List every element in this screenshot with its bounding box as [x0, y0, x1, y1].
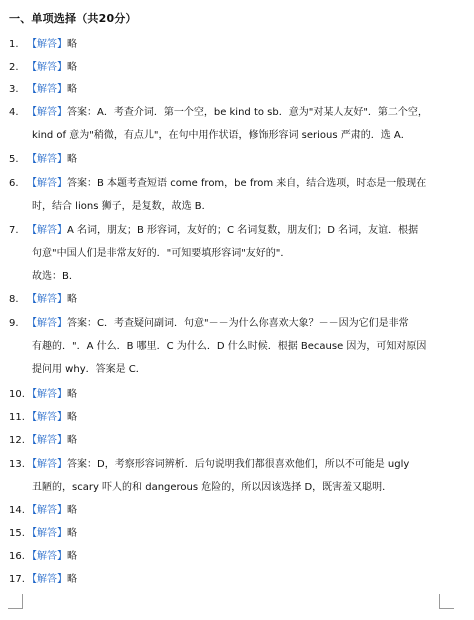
answer-line: 提问用 why．答案是 C． [32, 364, 146, 375]
answer-item-3 [9, 82, 457, 98]
page-corner-mark-left [8, 594, 23, 609]
answer-tag: 【解答】 [27, 225, 67, 236]
answer-item-13 [9, 457, 457, 496]
answer-tag: 【解答】 [27, 84, 67, 95]
answer-item-17 [9, 572, 457, 588]
answer-item-14 [9, 503, 457, 519]
answer-item-11 [9, 410, 457, 426]
answer-text: 略 [67, 574, 77, 585]
answer-text: 略 [67, 435, 77, 446]
item-number: 6. [9, 178, 19, 189]
item-number: 15. [9, 528, 25, 539]
answer-line: 答案：C．考查疑问副词．句意"－－为什么你喜欢大象？－－因为它们是非常 [67, 318, 409, 329]
answer-line: 句意"中国人们是非常友好的．"可知要填形容词"友好的"． [32, 248, 291, 259]
answer-tag: 【解答】 [27, 107, 67, 118]
answer-text: 略 [67, 412, 77, 423]
answer-item-10 [9, 387, 457, 403]
answer-text: 略 [67, 62, 77, 73]
answer-tag: 【解答】 [27, 574, 67, 585]
answer-tag: 【解答】 [27, 412, 67, 423]
answer-line: 答案：D，考察形容词辨析．后句说明我们都很喜欢他们，所以不可能是 ugly [67, 459, 410, 470]
answer-text: 略 [67, 154, 77, 165]
answer-tag: 【解答】 [27, 528, 67, 539]
item-number: 5. [9, 154, 19, 165]
answer-item-16 [9, 549, 457, 565]
answer-tag: 【解答】 [27, 178, 67, 189]
answer-text: 略 [67, 551, 77, 562]
answer-line: A 名词，朋友；B 形容词，友好的；C 名词复数，朋友们；D 名词，友谊．根据 [67, 225, 419, 236]
answer-tag: 【解答】 [27, 505, 67, 516]
answer-item-1 [9, 37, 457, 53]
answer-item-8 [9, 292, 457, 308]
item-number: 1. [9, 39, 19, 50]
answer-tag: 【解答】 [27, 318, 67, 329]
item-number: 14. [9, 505, 25, 516]
item-number: 13. [9, 459, 25, 470]
answer-item-7 [9, 223, 457, 285]
answer-tag: 【解答】 [27, 459, 67, 470]
answer-item-6 [9, 176, 457, 215]
answer-tag: 【解答】 [27, 435, 67, 446]
item-number: 16. [9, 551, 25, 562]
item-number: 7. [9, 225, 19, 236]
answer-item-4 [9, 105, 457, 144]
item-number: 2. [9, 62, 19, 73]
answer-text: 略 [67, 505, 77, 516]
answer-tag: 【解答】 [27, 294, 67, 305]
item-number: 3. [9, 84, 19, 95]
answer-tag: 【解答】 [27, 62, 67, 73]
answer-tag: 【解答】 [27, 551, 67, 562]
item-number: 10. [9, 389, 25, 400]
answer-tag: 【解答】 [27, 389, 67, 400]
answer-line: 故选：B． [32, 271, 79, 282]
answer-item-2 [9, 60, 457, 76]
item-number: 4. [9, 107, 19, 118]
section-title: 一、单项选择（共20分） [9, 12, 137, 25]
answer-line: 有趣的．"．A 什么．B 哪里．C 为什么．D 什么时候．根据 Because 因为，可知对原因 [32, 341, 427, 352]
answer-item-5 [9, 152, 457, 168]
item-number: 11. [9, 412, 25, 423]
answer-line: kind of 意为"稍微，有点儿"，在句中用作状语，修饰形容词 serious 严肃的．选 A． [32, 130, 411, 141]
answer-text: 略 [67, 84, 77, 95]
answer-tag: 【解答】 [27, 154, 67, 165]
item-number: 12. [9, 435, 25, 446]
answer-line: 答案：A．考查介词．第一个空，be kind to sb．意为"对某人友好"．第二个空， [67, 107, 428, 118]
answer-item-12 [9, 433, 457, 449]
page-corner-mark-right [439, 594, 454, 609]
answer-item-9 [9, 316, 457, 378]
item-number: 8. [9, 294, 19, 305]
answer-text: 略 [67, 389, 77, 400]
answer-item-15 [9, 526, 457, 542]
answer-line: 时，结合 lions 狮子，是复数，故选 B． [32, 201, 212, 212]
answer-line: 答案：B 本题考查短语 come from，be from 来自，结合选项，时态是一般现在 [67, 178, 427, 189]
answer-text: 略 [67, 528, 77, 539]
item-number: 9. [9, 318, 19, 329]
answer-line: 丑陋的，scary 吓人的和 dangerous 危险的，所以因该选择 D，既害羞又聪明． [32, 482, 393, 493]
answer-text: 略 [67, 294, 77, 305]
answer-text: 略 [67, 39, 77, 50]
answer-tag: 【解答】 [27, 39, 67, 50]
item-number: 17. [9, 574, 25, 585]
